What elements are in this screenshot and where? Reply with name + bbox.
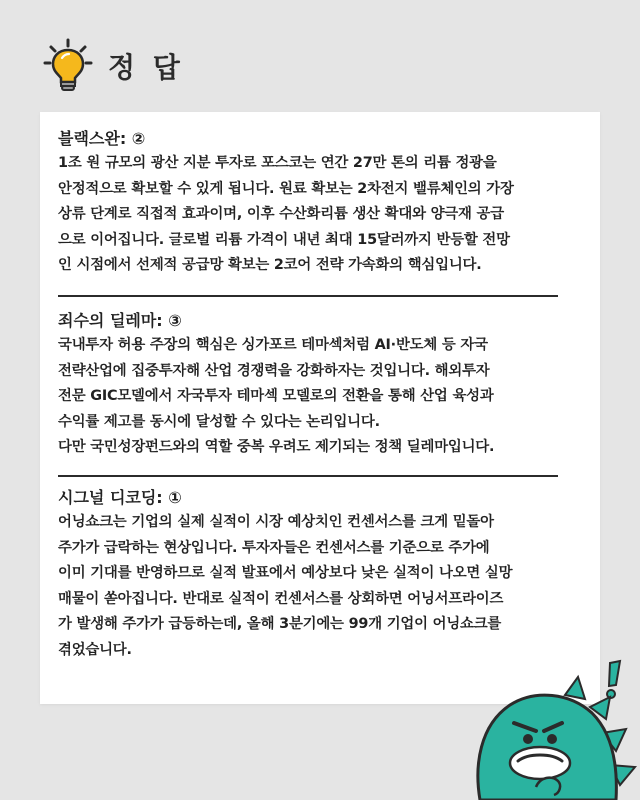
section-title: 죄수의 딜레마: ③ [58,311,182,330]
body-line: 전문 GIC모델에서 자국투자 테마섹 모델로의 전환을 통해 산업 육성과 [58,388,494,405]
answer-section-black-swan [58,126,580,279]
body-line: 수익률 제고를 동시에 달성할 수 있다는 논리입니다. [58,413,380,430]
body-line: 전략산업에 집중투자해 산업 경쟁력을 강화하자는 것입니다. 해외투자 [58,362,490,379]
section-body [58,510,580,664]
body-line: 주가가 급락하는 현상입니다. 투자자들은 컨센서스를 기준으로 주가에 [58,539,490,556]
answer-section-signal-decoding [58,485,580,664]
section-body [58,333,580,461]
body-line: 다만 국민성장펀드와의 역할 중복 우려도 제기되는 정책 딜레마입니다. [58,439,495,456]
body-line: 인 시점에서 선제적 공급망 확보는 2코어 전략 가속화의 핵심입니다. [58,257,482,274]
body-line: 어닝쇼크는 기업의 실제 실적이 시장 예상치인 컨센서스를 크게 밑돌아 [58,514,494,530]
answer-card [40,112,600,704]
body-line: 1조 원 규모의 광산 지분 투자로 포스코는 연간 27만 톤의 리튬 정광을 [58,155,497,171]
dinosaur-mascot-icon [470,655,640,800]
answer-header [42,38,184,94]
body-line: 매물이 쏟아집니다. 반대로 실적이 컨센서스를 상회하면 어닝서프라이즈 [58,590,504,607]
section-title: 블랙스완: ② [58,129,146,148]
body-line: 이미 기대를 반영하므로 실적 발표에서 예상보다 낮은 실적이 나오면 실망 [58,565,513,582]
lightbulb-icon [42,38,94,94]
section-body [58,151,580,279]
section-title: 시그널 디코딩: ① [58,488,182,507]
body-line: 겪었습니다. [58,641,132,658]
answer-section-prisoners-dilemma [58,308,580,461]
body-line: 안정적으로 확보할 수 있게 됩니다. 원료 확보는 2차전지 밸류체인의 가장 [58,180,514,197]
body-line: 상류 단계로 직접적 효과이며, 이후 수산화리튬 생산 확대와 양극재 공급 [58,206,504,223]
page-title: 정 답 [108,51,184,84]
section-divider [58,295,558,297]
body-line: 으로 이어집니다. 글로벌 리튬 가격이 내년 최대 15달러까지 반등할 전망 [58,231,510,248]
section-divider [58,475,558,477]
body-line: 가 발생해 주가가 급등하는데, 올해 3분기에는 99개 기업이 어닝쇼크를 [58,616,502,633]
body-line: 국내투자 허용 주장의 핵심은 싱가포르 테마섹처럼 AI·반도체 등 자국 [58,337,488,353]
